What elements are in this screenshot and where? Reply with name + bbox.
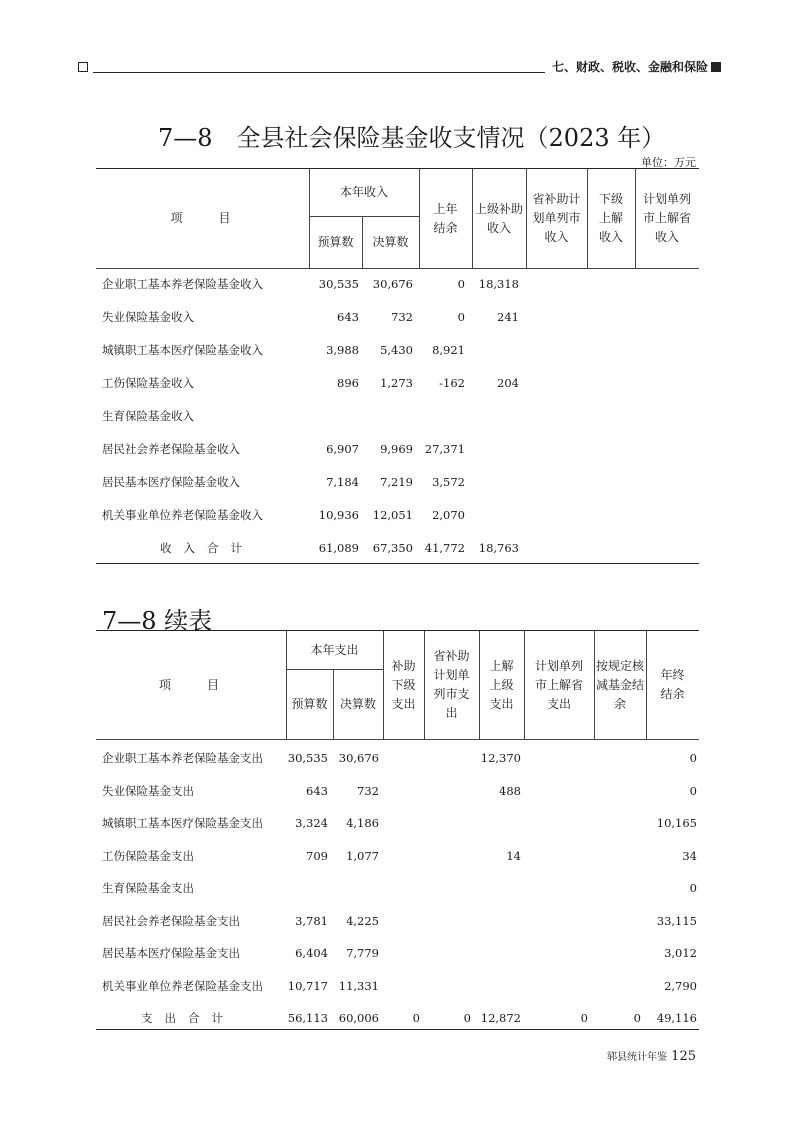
value-cell: 1,077 xyxy=(346,848,379,863)
value-cell xyxy=(424,942,471,964)
row-label: 生育保险基金支出 xyxy=(102,881,194,895)
value-cell: 56,113 xyxy=(287,1011,328,1025)
header-square-mark xyxy=(711,62,721,72)
value-cell xyxy=(424,780,471,802)
row-label: 生育保险基金收入 xyxy=(102,409,194,423)
table-row xyxy=(96,780,699,802)
value-cell: 30,535 xyxy=(287,751,328,765)
value-cell xyxy=(635,306,693,328)
table-row xyxy=(96,910,699,932)
value-cell xyxy=(587,405,629,427)
value-cell xyxy=(635,537,693,559)
col-header-prev-balance: 上年结余 xyxy=(433,201,458,235)
value-cell: 41,772 xyxy=(424,541,465,555)
value-cell xyxy=(594,747,641,769)
value-cell xyxy=(424,910,471,932)
row-label: 城镇职工基本医疗保险基金支出 xyxy=(102,816,263,830)
section-header xyxy=(552,58,721,75)
value-cell xyxy=(472,405,519,427)
value-cell: 30,535 xyxy=(318,277,359,291)
value-cell: 10,165 xyxy=(656,816,697,830)
value-cell xyxy=(594,942,641,964)
table-total-row xyxy=(96,537,699,559)
col-header-fund-cut: 按规定核减基金结余 xyxy=(596,658,645,711)
value-cell: 2,790 xyxy=(664,978,697,993)
value-cell: 204 xyxy=(497,376,519,390)
value-cell: 10,936 xyxy=(318,508,359,522)
value-cell xyxy=(424,845,471,867)
value-cell: 0 xyxy=(689,751,697,765)
value-cell xyxy=(479,975,521,997)
table-row xyxy=(96,845,699,867)
value-cell xyxy=(587,504,629,526)
value-cell: 14 xyxy=(506,848,521,863)
value-cell xyxy=(594,975,641,997)
value-cell xyxy=(594,845,641,867)
row-label: 支出合计 xyxy=(141,1011,235,1025)
value-cell: 0 xyxy=(457,310,465,324)
value-cell xyxy=(524,942,588,964)
col-header-item: 项 目 xyxy=(170,211,235,225)
value-cell xyxy=(424,877,471,899)
table-row xyxy=(96,877,699,899)
page-number: 125 xyxy=(671,1049,696,1064)
table-row xyxy=(96,339,699,361)
yearbook-name: 郓县统计年鉴 xyxy=(607,1052,668,1063)
value-cell: 0 xyxy=(689,783,697,798)
table-row xyxy=(96,504,699,526)
value-cell xyxy=(286,877,328,899)
value-cell: 12,370 xyxy=(480,751,521,765)
value-cell xyxy=(587,471,629,493)
value-cell xyxy=(424,812,471,834)
value-cell: -162 xyxy=(439,376,465,390)
value-cell: 49,116 xyxy=(656,1011,697,1025)
value-cell xyxy=(472,339,519,361)
col-header-sub-lower: 补助下级支出 xyxy=(391,658,416,711)
value-cell: 0 xyxy=(412,1011,420,1025)
value-cell xyxy=(524,747,588,769)
value-cell xyxy=(587,306,629,328)
col-header-prov-subsidy: 省补助计划单列市支出 xyxy=(433,649,470,720)
value-cell: 4,225 xyxy=(346,913,379,928)
value-cell: 7,779 xyxy=(346,946,379,960)
value-cell xyxy=(526,438,581,460)
header-rule xyxy=(93,72,545,73)
value-cell: 643 xyxy=(337,310,359,324)
value-cell: 8,921 xyxy=(432,343,465,357)
value-cell xyxy=(526,405,581,427)
row-label: 城镇职工基本医疗保险基金收入 xyxy=(102,343,263,357)
value-cell xyxy=(524,910,588,932)
value-cell xyxy=(524,877,588,899)
page-footer xyxy=(607,1045,696,1064)
value-cell: 6,907 xyxy=(326,442,359,456)
row-label: 居民基本医疗保险基金收入 xyxy=(102,475,240,489)
value-cell xyxy=(479,910,521,932)
table-row xyxy=(96,273,699,295)
value-cell: 12,872 xyxy=(480,1011,521,1025)
value-cell xyxy=(587,339,629,361)
col-header-upper-remit: 上解上级支出 xyxy=(489,658,514,711)
value-cell xyxy=(587,372,629,394)
col-header-final: 决算数 xyxy=(339,696,376,711)
value-cell: 0 xyxy=(463,1011,471,1025)
value-cell xyxy=(472,471,519,493)
value-cell: 732 xyxy=(391,310,413,324)
value-cell xyxy=(383,942,420,964)
table2-title: 7—8 续表 xyxy=(102,607,213,635)
value-cell: 3,572 xyxy=(432,475,465,489)
table1-title: 7—8 全县社会保险基金收支情况（2023 年） xyxy=(158,124,666,152)
value-cell: 7,219 xyxy=(380,475,413,489)
value-cell xyxy=(383,747,420,769)
value-cell: 896 xyxy=(337,376,359,390)
value-cell: 0 xyxy=(580,1011,588,1025)
col-header-lower-remit: 下级上解收入 xyxy=(599,192,624,244)
value-cell xyxy=(526,504,581,526)
value-cell: 4,186 xyxy=(346,816,379,830)
table-row xyxy=(96,812,699,834)
col-header-budget: 预算数 xyxy=(317,234,354,249)
table-row xyxy=(96,372,699,394)
row-label: 居民社会养老保险基金支出 xyxy=(102,913,240,928)
row-label: 收入合计 xyxy=(160,541,254,555)
col-header-upper-subsidy: 上级补助收入 xyxy=(475,201,524,235)
value-cell xyxy=(526,306,581,328)
value-cell: 732 xyxy=(357,783,379,798)
col-header-final: 决算数 xyxy=(372,234,409,249)
value-cell xyxy=(526,537,581,559)
value-cell: 643 xyxy=(306,783,328,798)
value-cell xyxy=(635,504,693,526)
row-label: 企业职工基本养老保险基金收入 xyxy=(102,277,263,291)
row-label: 机关事业单位养老保险基金支出 xyxy=(102,978,263,993)
value-cell xyxy=(635,339,693,361)
value-cell xyxy=(526,471,581,493)
income-table xyxy=(96,168,699,564)
col-header-expense: 本年支出 xyxy=(310,642,359,657)
table-row xyxy=(96,747,699,769)
value-cell: 30,676 xyxy=(338,751,379,765)
row-label: 居民社会养老保险基金收入 xyxy=(102,442,240,456)
value-cell xyxy=(587,438,629,460)
value-cell: 3,324 xyxy=(295,816,328,830)
value-cell: 5,430 xyxy=(380,343,413,357)
value-cell xyxy=(587,537,629,559)
value-cell xyxy=(309,405,359,427)
value-cell xyxy=(524,812,588,834)
value-cell xyxy=(526,372,581,394)
value-cell xyxy=(594,812,641,834)
value-cell xyxy=(594,780,641,802)
value-cell xyxy=(383,780,420,802)
table-row xyxy=(96,471,699,493)
value-cell: 241 xyxy=(497,310,519,324)
value-cell: 7,184 xyxy=(326,475,359,489)
table-row xyxy=(96,942,699,964)
value-cell: 0 xyxy=(689,881,697,895)
table-row xyxy=(96,975,699,997)
col-header-plan-remit: 计划单列市上解省支出 xyxy=(534,658,583,711)
value-cell xyxy=(526,273,581,295)
value-cell xyxy=(587,273,629,295)
value-cell: 12,051 xyxy=(372,508,413,522)
value-cell xyxy=(383,910,420,932)
row-label: 机关事业单位养老保险基金收入 xyxy=(102,508,263,522)
value-cell: 9,969 xyxy=(380,442,413,456)
value-cell: 709 xyxy=(306,848,328,863)
row-label: 居民基本医疗保险基金支出 xyxy=(102,946,240,960)
value-cell xyxy=(383,975,420,997)
value-cell xyxy=(635,372,693,394)
value-cell: 18,318 xyxy=(478,277,519,291)
col-header-income: 本年收入 xyxy=(339,185,388,199)
value-cell: 488 xyxy=(499,783,521,798)
table-row xyxy=(96,306,699,328)
section-header-text: 七、财政、税收、金融和保险 xyxy=(552,60,709,74)
value-cell: 3,781 xyxy=(295,913,328,928)
expense-table xyxy=(96,630,699,1030)
value-cell xyxy=(479,942,521,964)
value-cell xyxy=(524,845,588,867)
value-cell xyxy=(524,975,588,997)
value-cell xyxy=(362,405,413,427)
value-cell: 30,676 xyxy=(372,277,413,291)
header-box-mark xyxy=(78,62,88,72)
row-label: 失业保险基金收入 xyxy=(102,310,194,324)
table-row xyxy=(96,438,699,460)
value-cell xyxy=(635,438,693,460)
value-cell xyxy=(424,975,471,997)
value-cell xyxy=(594,910,641,932)
value-cell xyxy=(635,471,693,493)
value-cell: 6,404 xyxy=(295,946,328,960)
value-cell xyxy=(383,812,420,834)
value-cell: 0 xyxy=(457,277,465,291)
row-label: 工伤保险基金收入 xyxy=(102,376,194,390)
value-cell xyxy=(472,504,519,526)
row-label: 失业保险基金支出 xyxy=(102,783,194,798)
col-header-prov-subsidy: 省补助计划单列市收入 xyxy=(532,192,581,244)
col-header-budget: 预算数 xyxy=(291,696,328,711)
value-cell xyxy=(472,438,519,460)
value-cell: 3,012 xyxy=(664,946,697,960)
value-cell: 1,273 xyxy=(380,376,413,390)
value-cell xyxy=(524,780,588,802)
value-cell: 18,763 xyxy=(478,541,519,555)
table-total-row xyxy=(96,1007,699,1029)
value-cell: 10,717 xyxy=(287,978,328,993)
table-row xyxy=(96,405,699,427)
value-cell xyxy=(383,845,420,867)
value-cell xyxy=(424,747,471,769)
value-cell: 67,350 xyxy=(372,541,413,555)
value-cell xyxy=(635,405,693,427)
value-cell: 61,089 xyxy=(318,541,359,555)
col-header-plan-remit: 计划单列市上解省收入 xyxy=(643,192,692,244)
value-cell: 11,331 xyxy=(338,978,379,993)
value-cell xyxy=(419,405,465,427)
table1-unit: 单位：万元 xyxy=(641,156,696,169)
col-header-item: 项 目 xyxy=(158,677,223,692)
value-cell xyxy=(383,877,420,899)
value-cell: 34 xyxy=(682,848,697,863)
value-cell: 60,006 xyxy=(338,1011,379,1025)
value-cell xyxy=(635,273,693,295)
value-cell xyxy=(526,339,581,361)
value-cell: 27,371 xyxy=(424,442,465,456)
value-cell: 0 xyxy=(633,1011,641,1025)
row-label: 企业职工基本养老保险基金支出 xyxy=(102,751,263,765)
value-cell xyxy=(594,877,641,899)
value-cell: 2,070 xyxy=(432,508,465,522)
col-header-year-end: 年终结余 xyxy=(660,668,685,701)
row-label: 工伤保险基金支出 xyxy=(102,848,194,863)
value-cell xyxy=(479,877,521,899)
value-cell xyxy=(479,812,521,834)
value-cell xyxy=(333,877,379,899)
value-cell: 33,115 xyxy=(656,913,697,928)
value-cell: 3,988 xyxy=(326,343,359,357)
